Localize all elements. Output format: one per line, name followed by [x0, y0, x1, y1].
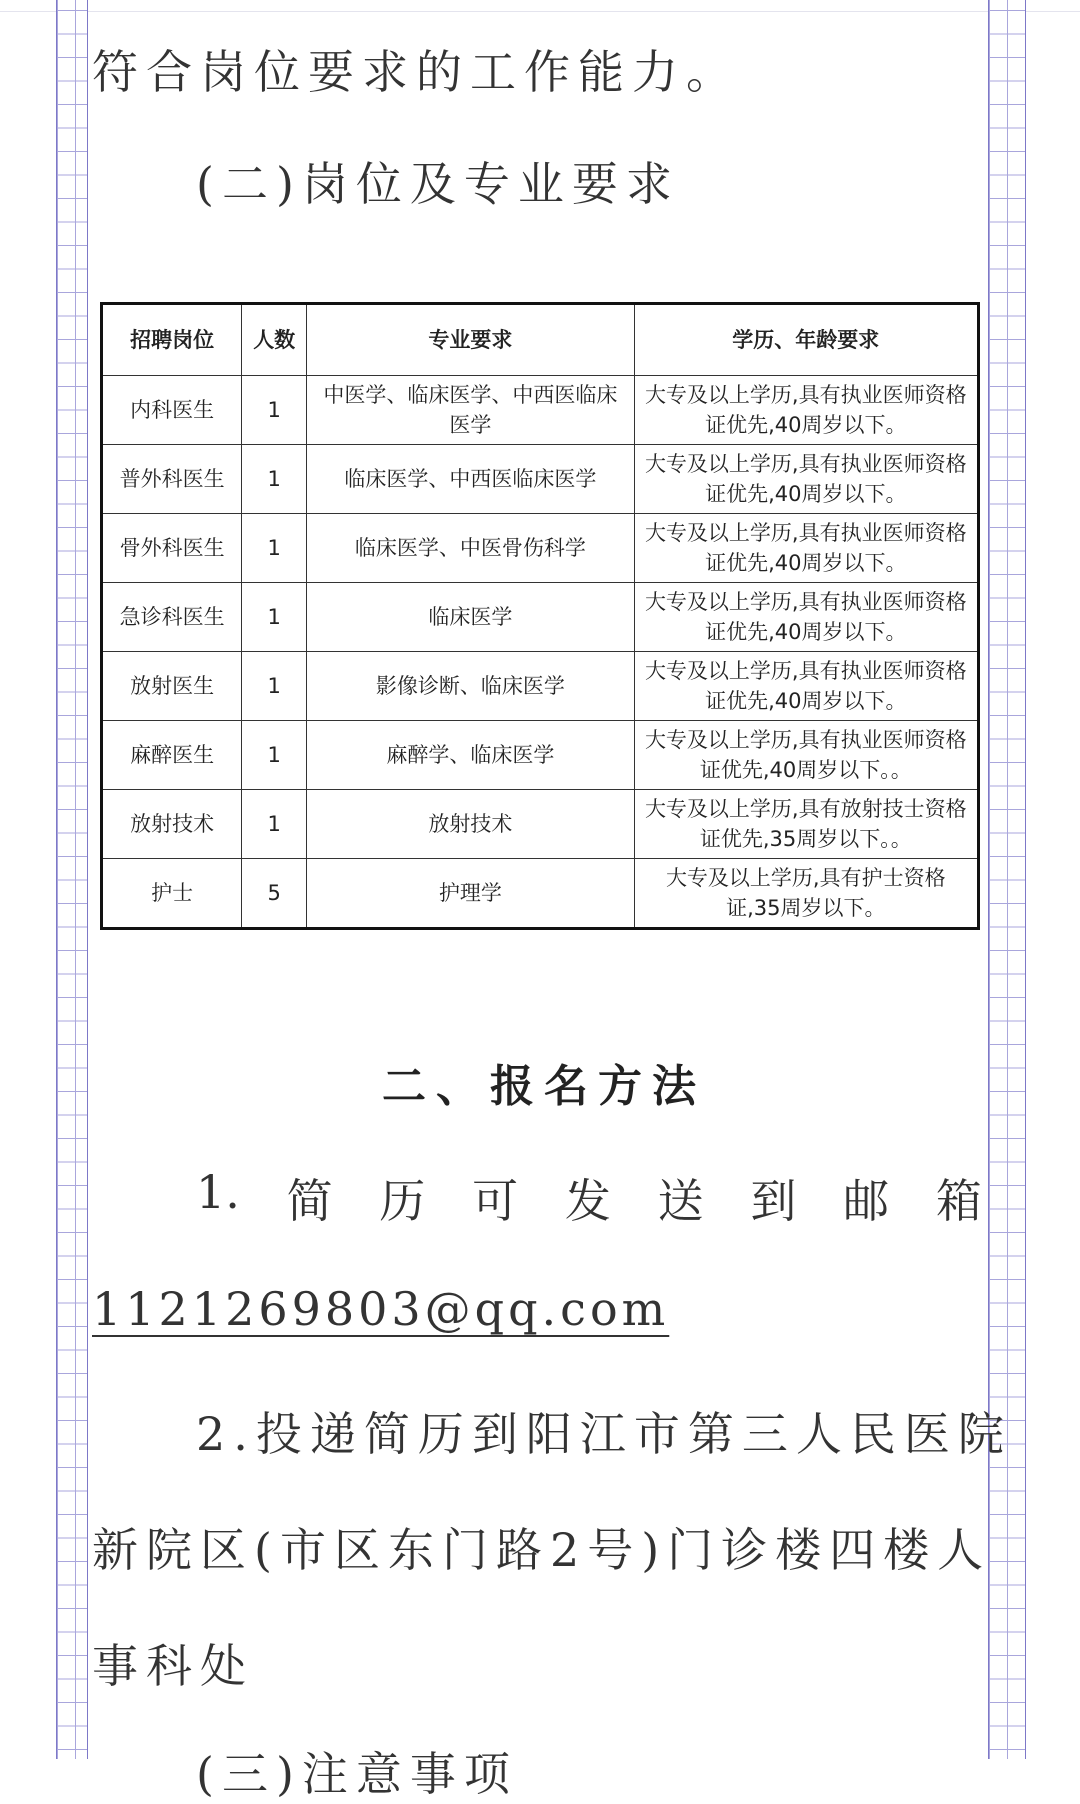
document-page [92, 0, 1012, 1801]
requirement-cell: 大专及以上学历,具有护士资格证,35周岁以下。 [634, 859, 978, 929]
item2-line1: 2.投递简历到阳江市第三人民医院 [196, 1407, 1012, 1461]
item1-char: 历 [379, 1174, 426, 1228]
recruitment-table [100, 302, 980, 930]
item1-char: 简 [286, 1174, 333, 1228]
position-cell: 放射医生 [102, 652, 242, 721]
table-row [102, 790, 979, 859]
section-heading-registration: 二、报名方法 [382, 1061, 706, 1112]
count-cell: 1 [242, 445, 307, 514]
item1-char: 发 [564, 1174, 611, 1228]
requirement-cell: 大专及以上学历,具有执业医师资格证优先,40周岁以下。 [634, 514, 978, 583]
item1-char: 邮 [843, 1174, 890, 1228]
requirement-cell: 大专及以上学历,具有执业医师资格证优先,40周岁以下。 [634, 583, 978, 652]
requirement-cell: 大专及以上学历,具有放射技士资格证优先,35周岁以下。。 [634, 790, 978, 859]
major-cell: 护理学 [307, 859, 634, 929]
position-cell: 骨外科医生 [102, 514, 242, 583]
next-section-title: (三)注意事项 [196, 1747, 518, 1801]
item1-char: 箱 [935, 1174, 982, 1228]
email-link[interactable]: 1121269803@qq.com [92, 1282, 670, 1336]
table-header-cell: 学历、年龄要求 [634, 304, 978, 376]
major-cell: 临床医学 [307, 583, 634, 652]
item2-line3: 事科处 [92, 1639, 254, 1693]
table-row [102, 445, 979, 514]
position-cell: 放射技术 [102, 790, 242, 859]
position-cell: 急诊科医生 [102, 583, 242, 652]
table-row [102, 583, 979, 652]
item1-char: 到 [750, 1174, 797, 1228]
table-header-cell: 人数 [242, 304, 307, 376]
position-cell: 内科医生 [102, 376, 242, 445]
count-cell: 1 [242, 790, 307, 859]
count-cell: 1 [242, 376, 307, 445]
count-cell: 1 [242, 514, 307, 583]
major-cell: 中医学、临床医学、中西医临床医学 [307, 376, 634, 445]
section-title: (二)岗位及专业要求 [196, 157, 680, 211]
intro-tail-text: 符合岗位要求的工作能力。 [92, 45, 740, 99]
major-cell: 影像诊断、临床医学 [307, 652, 634, 721]
table-header-row [102, 304, 979, 376]
count-cell: 1 [242, 652, 307, 721]
requirement-cell: 大专及以上学历,具有执业医师资格证优先,40周岁以下。 [634, 376, 978, 445]
major-cell: 临床医学、中西医临床医学 [307, 445, 634, 514]
right-margin-grid [988, 0, 1026, 1759]
item1-char: 送 [657, 1174, 704, 1228]
requirement-cell: 大专及以上学历,具有执业医师资格证优先,40周岁以下。 [634, 652, 978, 721]
table-header-cell: 招聘岗位 [102, 304, 242, 376]
item1-char: 1. [196, 1165, 240, 1219]
requirement-cell: 大专及以上学历,具有执业医师资格证优先,40周岁以下。。 [634, 721, 978, 790]
table-row [102, 652, 979, 721]
major-cell: 临床医学、中医骨伤科学 [307, 514, 634, 583]
count-cell: 1 [242, 721, 307, 790]
table-row [102, 514, 979, 583]
position-cell: 普外科医生 [102, 445, 242, 514]
major-cell: 放射技术 [307, 790, 634, 859]
table-row [102, 859, 979, 929]
item1-line [92, 1165, 982, 1231]
table-row [102, 721, 979, 790]
position-cell: 护士 [102, 859, 242, 929]
item1-char: 可 [472, 1174, 519, 1228]
table-header-cell: 专业要求 [307, 304, 634, 376]
count-cell: 1 [242, 583, 307, 652]
position-cell: 麻醉医生 [102, 721, 242, 790]
count-cell: 5 [242, 859, 307, 929]
left-margin-grid [56, 0, 88, 1759]
table-row [102, 376, 979, 445]
major-cell: 麻醉学、临床医学 [307, 721, 634, 790]
requirement-cell: 大专及以上学历,具有执业医师资格证优先,40周岁以下。 [634, 445, 978, 514]
item2-line2: 新院区(市区东门路2号)门诊楼四楼人 [92, 1523, 992, 1577]
